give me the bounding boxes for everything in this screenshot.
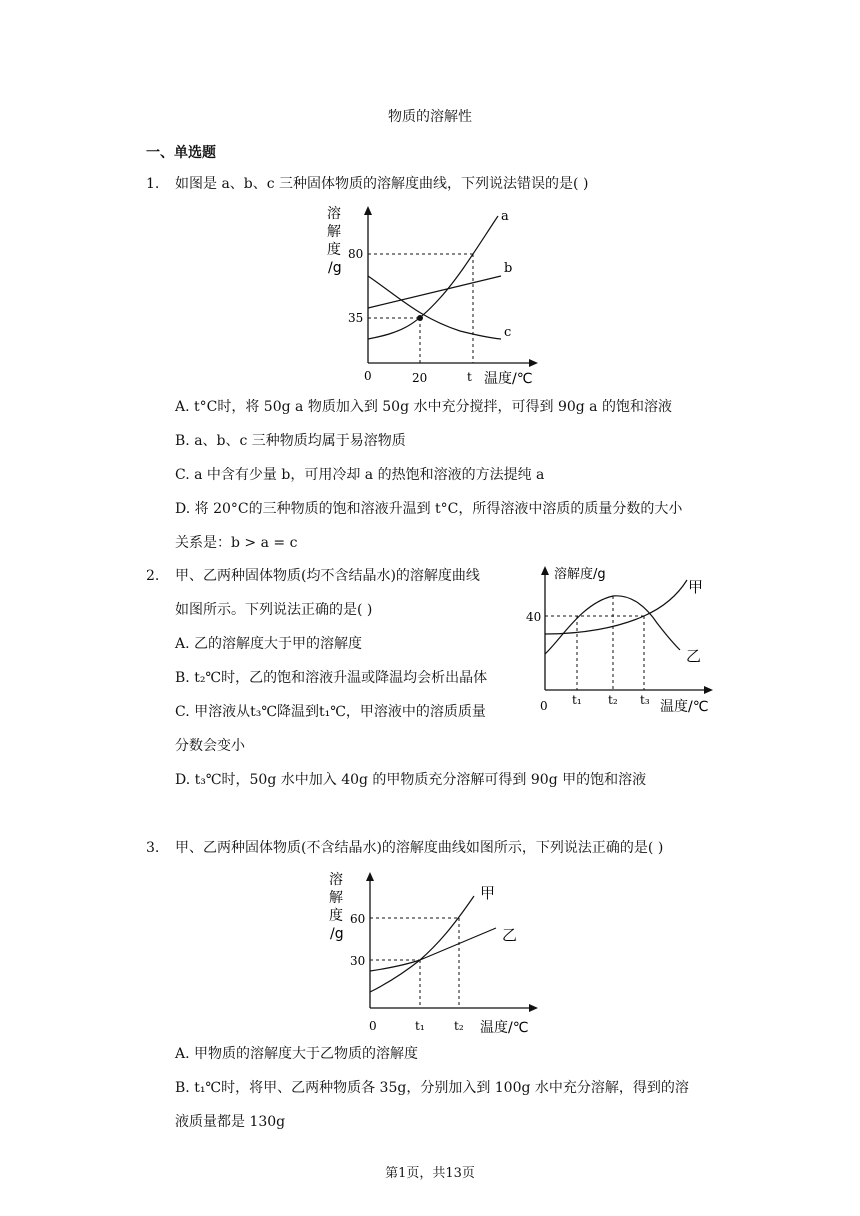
series-label-c: c — [504, 325, 512, 340]
y-axis-arrow — [364, 206, 372, 215]
y-tick-label: 40 — [526, 610, 542, 624]
origin-label: 0 — [540, 699, 548, 713]
y-axis-arrow — [541, 566, 549, 575]
x-axis-arrow — [704, 686, 713, 694]
q3-solubility-chart — [320, 864, 550, 1040]
y-tick-label: 80 — [348, 247, 364, 261]
origin-label: 0 — [369, 1019, 377, 1033]
option-b-continued: 液质量都是 130g — [175, 1114, 286, 1130]
page-title: 物质的溶解性 — [388, 109, 472, 125]
curve-jia — [545, 580, 687, 634]
series-label-jia: 甲 — [480, 884, 496, 902]
y-axis-label: /g — [330, 926, 344, 942]
option-a: A. 乙的溶解度大于甲的溶解度 — [175, 636, 363, 652]
question-number: 3. — [146, 840, 160, 856]
option-b: B. t₁℃时，将甲、乙两种物质各 35g，分别加入到 100g 水中充分溶解，得到的溶 — [175, 1080, 689, 1096]
series-label-jia: 甲 — [688, 578, 704, 596]
option-d-continued: 关系是：b > a = c — [175, 535, 298, 551]
curve-c — [368, 276, 501, 339]
x-axis-label: 温度/℃ — [480, 1020, 529, 1036]
x-axis-arrow — [529, 359, 538, 367]
y-axis-label: 度 — [329, 908, 343, 924]
page-footer: 第1页，共13页 — [385, 1166, 475, 1181]
x-tick-label: t₂ — [454, 1019, 464, 1033]
x-tick-label: t₁ — [572, 693, 582, 707]
option-d: D. 将 20°C的三种物质的饱和溶液升温到 t°C，所得溶液中溶质的质量分数的大小 — [175, 501, 683, 517]
y-axis-label: 度 — [327, 242, 341, 258]
y-axis-label: /g — [328, 260, 342, 276]
option-a: A. t°C时，将 50g a 物质加入到 50g 水中充分搅拌，可得到 90g a 的饱和溶液 — [175, 399, 672, 415]
y-axis-label: 溶 — [327, 206, 341, 222]
option-c: C. 甲溶液从t₃℃降温到t₁℃，甲溶液中的溶质质量 — [175, 704, 486, 720]
x-axis-label: 温度/℃ — [660, 699, 709, 715]
y-axis-arrow — [366, 872, 374, 881]
series-label-b: b — [504, 261, 513, 276]
y-axis-label: 解 — [327, 224, 341, 240]
option-b: B. a、b、c 三种物质均属于易溶物质 — [175, 433, 406, 449]
y-axis-label: 解 — [329, 890, 343, 906]
series-label-yi: 乙 — [502, 926, 518, 944]
question-stem: 甲、乙两种固体物质(不含结晶水)的溶解度曲线如图所示，下列说法正确的是( ) — [175, 840, 664, 856]
question-number: 2. — [146, 568, 160, 584]
option-a: A. 甲物质的溶解度大于乙物质的溶解度 — [175, 1046, 419, 1062]
y-tick-label: 35 — [348, 311, 364, 325]
curve-a — [368, 216, 498, 339]
option-c-continued: 分数会变小 — [175, 738, 245, 754]
y-tick-label: 60 — [350, 912, 366, 926]
q2-solubility-chart — [522, 558, 722, 718]
intersection-point — [417, 315, 423, 321]
option-c: C. a 中含有少量 b，可用冷却 a 的热饱和溶液的方法提纯 a — [175, 467, 545, 483]
question-number: 1. — [146, 176, 160, 192]
option-d: D. t₃℃时，50g 水中加入 40g 的甲物质充分溶解可得到 90g 甲的饱和溶液 — [175, 772, 647, 788]
y-axis-label: 溶解度/g — [554, 567, 606, 582]
q1-solubility-chart — [320, 198, 550, 390]
x-axis-arrow — [529, 1004, 538, 1012]
option-b: B. t₂℃时，乙的饱和溶液升温或降温均会析出晶体 — [175, 670, 488, 686]
x-tick-label: t₃ — [640, 693, 650, 707]
series-label-a: a — [501, 209, 509, 224]
series-label-yi: 乙 — [686, 647, 702, 665]
question-stem: 如图是 a、b、c 三种固体物质的溶解度曲线，下列说法错误的是( ) — [175, 176, 589, 192]
x-tick-label: t₂ — [608, 693, 618, 707]
y-tick-label: 30 — [350, 954, 366, 968]
curve-yi — [370, 928, 496, 971]
x-axis-label: 温度/℃ — [484, 371, 533, 387]
x-tick-label: 20 — [412, 371, 428, 385]
x-tick-label: t₁ — [415, 1019, 425, 1033]
section-heading: 一、单选题 — [146, 145, 216, 161]
question-stem: 甲、乙两种固体物质(均不含结晶水)的溶解度曲线 — [175, 568, 480, 584]
x-tick-label: t — [467, 370, 472, 384]
y-axis-label: 溶 — [329, 872, 343, 888]
question-stem-continued: 如图所示。下列说法正确的是( ) — [175, 602, 373, 618]
origin-label: 0 — [364, 369, 372, 383]
